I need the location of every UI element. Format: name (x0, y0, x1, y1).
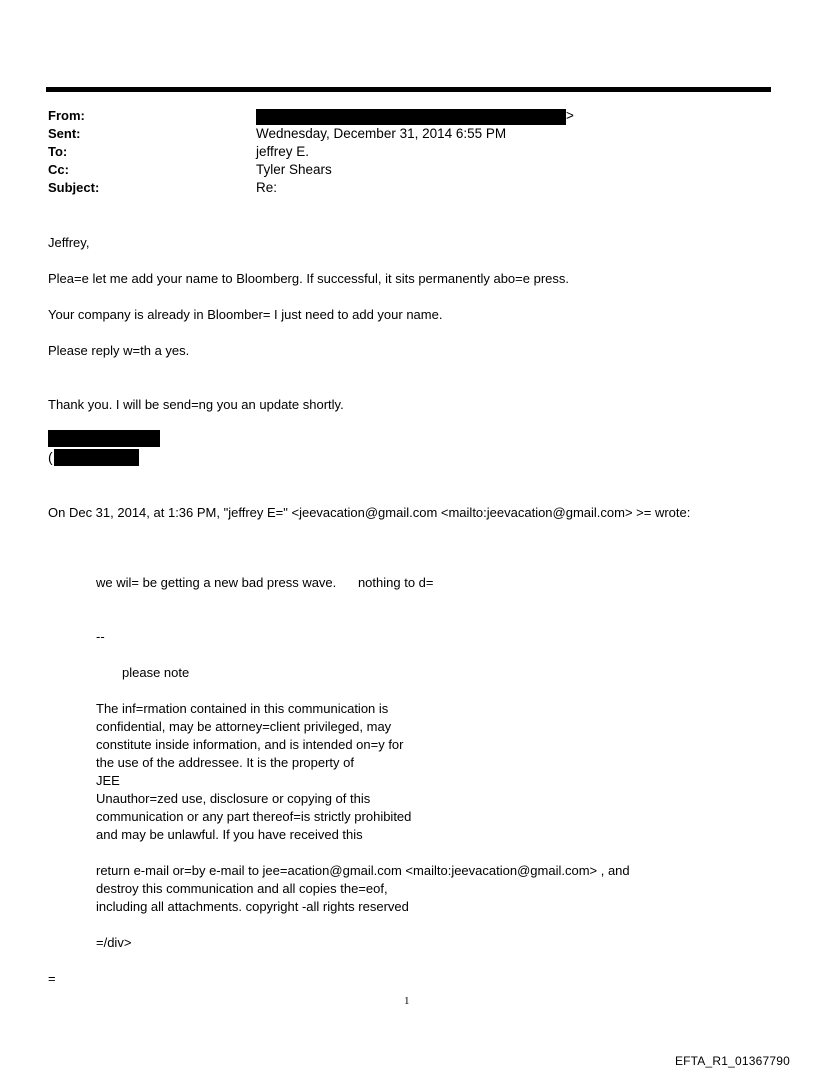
document-id: EFTA_R1_01367790 (674, 1054, 790, 1068)
div-close: =/div> (96, 935, 132, 950)
return-line: return e-mail or=by e-mail to jee=acation@gmail.com <mailto:jeevacation@gmail.com> , and (96, 863, 630, 878)
redacted-signature-name (48, 430, 160, 447)
subject-value: Re: (256, 180, 278, 195)
cc-value: Tyler Shears (256, 162, 332, 177)
from-value-suffix: > (566, 108, 574, 123)
page-number: 1 (404, 995, 410, 1007)
sent-label: Sent: (48, 126, 81, 141)
redacted-signature-phone (54, 449, 139, 466)
disclaimer-line: confidential, may be attorney=client privileged, may (96, 719, 392, 734)
please-note: please note (122, 665, 190, 680)
body-paragraph-3: Please reply w=th a yes. (48, 343, 190, 358)
disclaimer-line: The inf=rmation contained in this communication is (96, 701, 389, 716)
return-line: including all attachments. copyright -all rights reserved (96, 899, 409, 914)
disclaimer-line: and may be unlawful. If you have received this (96, 827, 363, 842)
cc-label: Cc: (48, 162, 69, 177)
disclaimer-line: communication or any part thereof=is strictly prohibited (96, 809, 412, 824)
to-label: To: (48, 144, 68, 159)
disclaimer-line: the use of the addressee. It is the property of (96, 755, 354, 770)
disclaimer-line: Unauthor=zed use, disclosure or copying of this (96, 791, 371, 806)
redacted-from-address (256, 109, 566, 125)
disclaimer-line: JEE (96, 773, 120, 788)
trailing-equals: = (48, 971, 56, 986)
to-value: jeffrey E. (256, 144, 310, 159)
greeting: Jeffrey, (48, 235, 90, 250)
subject-label: Subject: (48, 180, 100, 195)
header-rule (46, 87, 771, 92)
body-paragraph-2: Your company is already in Bloomber= I just need to add your name. (48, 307, 443, 322)
disclaimer-line: constitute inside information, and is intended on=y for (96, 737, 404, 752)
return-line: destroy this communication and all copies the=eof, (96, 881, 388, 896)
signature-paren: ( (48, 449, 53, 465)
body-paragraph-4: Thank you. I will be send=ng you an update shortly. (48, 397, 344, 412)
quoted-dashes: -- (96, 629, 105, 644)
quote-header: On Dec 31, 2014, at 1:36 PM, "jeffrey E=" <jeevacation@gmail.com <mailto:jeevacation@gmail.com> >= wrote: (48, 505, 691, 520)
from-label: From: (48, 108, 85, 123)
sent-value: Wednesday, December 31, 2014 6:55 PM (256, 126, 507, 141)
body-paragraph-1: Plea=e let me add your name to Bloomberg. If successful, it sits permanently abo=e press. (48, 271, 569, 286)
quoted-line-1: we wil= be getting a new bad press wave. nothing to d= (96, 575, 434, 590)
